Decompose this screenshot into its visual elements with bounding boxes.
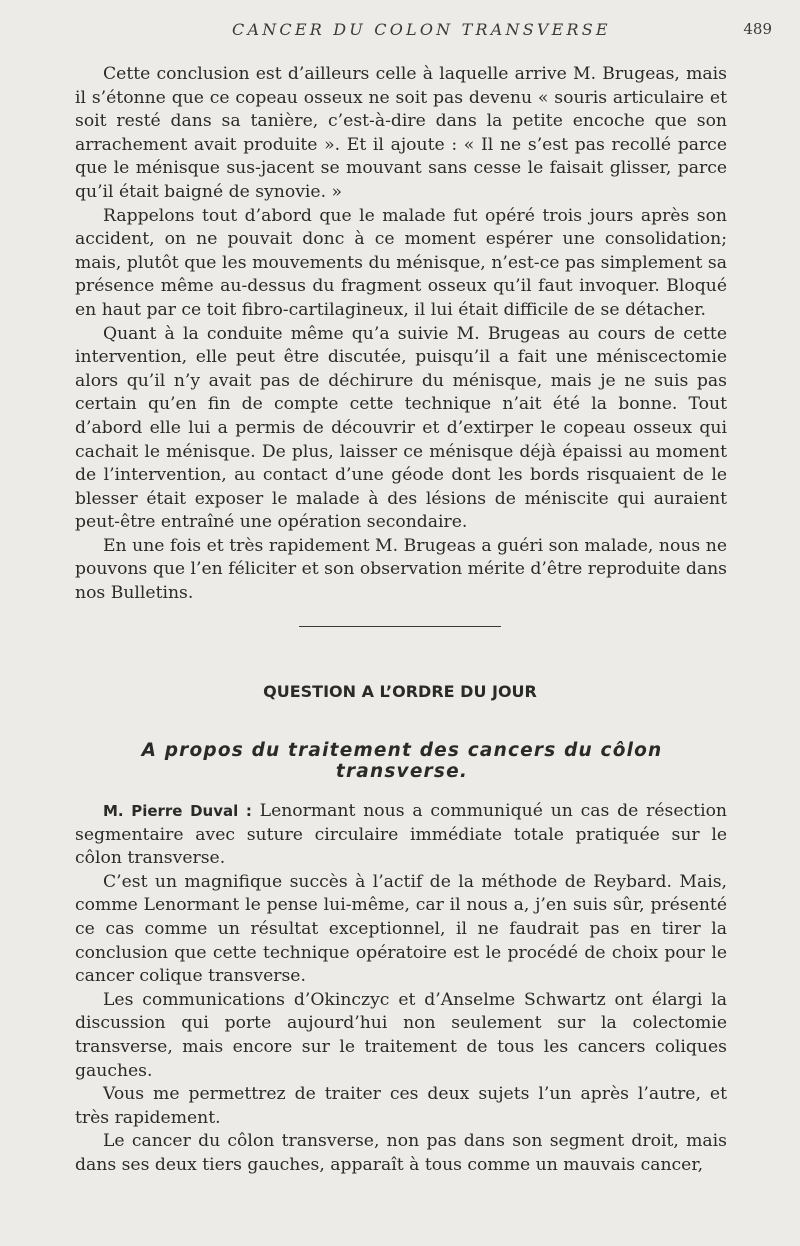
paragraph: Les communications d’Okinczyc et d’Anselme Schwartz ont élargi la discussion qui porte aujourd’hui non seulement sur la colectomie transverse, mais encore sur le traitement de tous les cancers coliques gauches. (75, 989, 727, 1081)
paragraph: Le cancer du côlon transverse, non pas dans son segment droit, mais dans ses deux tiers gauches, apparaît à tous comme un mauvais cancer, (75, 1131, 727, 1175)
paragraph: En une fois et très rapidement M. Brugeas a guéri son malade, nous ne pouvons que l’en féliciter et son observation mérite d’être reproduite dans nos Bulletins. (75, 535, 727, 604)
section-heading: QUESTION A L’ORDRE DU JOUR (263, 682, 537, 701)
paragraph: Cette conclusion est d’ailleurs celle à laquelle arrive M. Brugeas, mais il s’étonne que ce copeau osseux ne soit pas devenu « souris articulaire et soit resté dans sa tanière, c’est-à-dire dans la petite encoche que son arrachement avait produite ». Et il ajoute : « Il ne s’est pas recollé parce que le ménisque sus-jacent se mouvant sans cesse le faisait glisser, parce qu’il était baigné de synovie. » (75, 64, 727, 202)
running-title: CANCER DU COLON TRANSVERSE (232, 20, 611, 39)
section-1-text (75, 63, 727, 606)
paragraph: Vous me permettrez de traiter ces deux sujets l’un après l’autre, et très rapidement. (75, 1084, 727, 1128)
page-number: 489 (743, 20, 772, 38)
paragraph: C’est un magnifique succès à l’actif de la méthode de Reybard. Mais, comme Lenormant le pense lui-même, car il nous a, j’en suis sûr, présenté ce cas comme un résultat exceptionnel, il ne faudrait pas en tirer la conclusion que cette technique opératoire est le procédé de choix pour le cancer colique transverse. (75, 871, 727, 987)
paragraph: Quant à la conduite même qu’a suivie M. Brugeas au cours de cette intervention, elle peut être discutée, puisqu’il a fait une méniscectomie alors qu’il n’y avait pas de déchirure du ménisque, mais je ne suis pas certain qu’en fin de compte cette technique n’ait été la bonne. Tout d’abord elle lui a permis de découvrir et d’extirper le copeau osseux qui cachait le ménisque. De plus, laisser ce ménisque déjà épaissi au moment de l’intervention, au contact d’une géode dont les bords risquaient de le blesser était exposer le malade à des lésions de méniscite qui auraient peut-être entraîné une opération secondaire. (75, 323, 727, 533)
running-head (0, 20, 800, 44)
paragraph-text: Lenormant nous a communiqué un cas de résection segmentaire avec suture circulaire immédiate totale pratiquée sur le côlon transverse. (75, 801, 727, 869)
section-divider (299, 626, 501, 627)
article-title: A propos du traitement des cancers du côlon transverse. (141, 740, 663, 782)
paragraph (75, 800, 727, 871)
speaker-name: M. Pierre Duval : (103, 802, 252, 820)
section-2-text (75, 800, 727, 1178)
paragraph: Rappelons tout d’abord que le malade fut opéré trois jours après son accident, on ne pouvait donc à ce moment espérer une consolidation; mais, plutôt que les mouvements du ménisque, n’est-ce pas simplement sa présence même au-dessus du fragment osseux qu’il faut invoquer. Bloqué en haut par ce toit fibro-cartilagineux, il lui était difficile de se détacher. (75, 205, 727, 320)
